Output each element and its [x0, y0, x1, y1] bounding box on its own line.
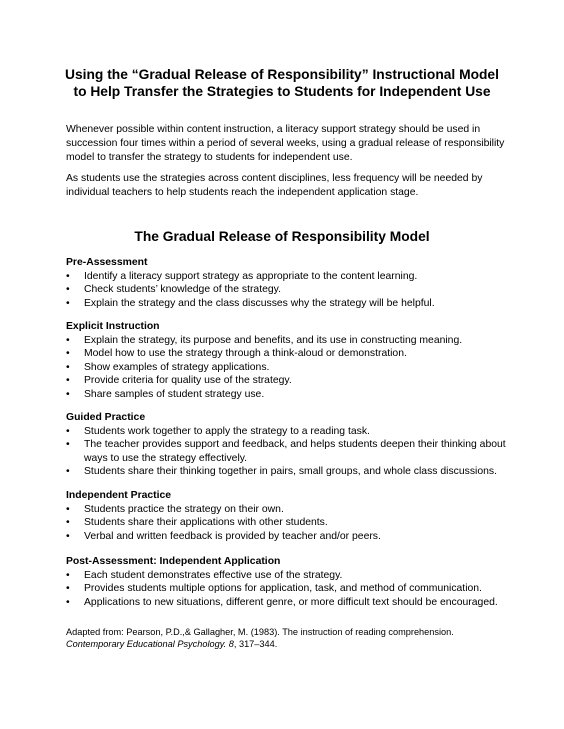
- bullet-icon: •: [66, 439, 70, 450]
- bullet-icon: •: [66, 334, 70, 346]
- bullet-icon: •: [66, 425, 70, 437]
- list-item-text: Students share their applications with other students.: [84, 517, 328, 528]
- model-title: The Gradual Release of Responsibility Model: [134, 229, 430, 244]
- list-item: [66, 388, 511, 402]
- intro-paragraph-1: Whenever possible within content instruction, a literacy support strategy should be used in succession four times within a period of several weeks, using a gradual release of responsibility model to transfer the strategy to students for independent use.: [66, 124, 505, 163]
- section-heading: Guided Practice: [66, 412, 146, 423]
- list-item: [66, 582, 511, 596]
- section-heading: Post-Assessment: Independent Application: [66, 556, 281, 567]
- list-item: [66, 596, 511, 610]
- bullet-icon: •: [66, 361, 70, 373]
- list-item-text: Students work together to apply the strategy to a reading task.: [84, 425, 370, 437]
- list-item-text: Show examples of strategy applications.: [84, 361, 270, 373]
- bullet-icon: •: [66, 388, 70, 400]
- list-item: [66, 569, 511, 583]
- section-post-assessment: [66, 555, 511, 609]
- list-item-text: Explain the strategy, its purpose and benefits, and its use in constructing meaning.: [84, 334, 463, 346]
- section-independent-practice: [66, 489, 511, 543]
- bullet-icon: •: [66, 517, 70, 528]
- list-item: [66, 438, 511, 465]
- section-heading: Explicit Instruction: [66, 321, 160, 332]
- bullet-icon: •: [66, 530, 70, 542]
- list-item: [66, 270, 511, 284]
- list-item-text: Check students’ knowledge of the strategy.: [84, 284, 281, 295]
- bullet-icon: •: [66, 375, 70, 386]
- list-item: [66, 283, 511, 297]
- list-item-text: Identify a literacy support strategy as appropriate to the content learning.: [84, 270, 418, 282]
- bullet-list: [66, 569, 511, 610]
- list-item: [66, 465, 511, 479]
- list-item-text: Explain the strategy and the class discusses why the strategy will be helpful.: [84, 297, 435, 309]
- list-item: [66, 374, 511, 388]
- section-heading: Independent Practice: [66, 490, 172, 501]
- bullet-icon: •: [66, 297, 70, 309]
- list-item: [66, 361, 511, 375]
- citation: [66, 626, 511, 650]
- intro-paragraph-2: As students use the strategies across content disciplines, less frequency will be needed by individual teachers to help students reach the independent application stage.: [66, 173, 483, 198]
- citation-line-1: Adapted from: Pearson, P.D.,& Gallagher, M. (1983). The instruction of reading comprehension.: [66, 627, 454, 637]
- bullet-icon: •: [66, 284, 70, 295]
- list-item: [66, 425, 511, 439]
- bullet-icon: •: [66, 466, 70, 477]
- list-item-text: Verbal and written feedback is provided by teacher and/or peers.: [84, 530, 381, 542]
- section-pre-assessment: [66, 256, 511, 310]
- list-item-text: Model how to use the strategy through a think-aloud or demonstration.: [84, 348, 407, 359]
- list-item: [66, 297, 511, 311]
- bullet-list: [66, 503, 511, 544]
- document-title: [40, 66, 524, 100]
- bullet-icon: •: [66, 583, 70, 594]
- list-item-text: Each student demonstrates effective use of the strategy.: [84, 569, 343, 581]
- list-item: [66, 516, 511, 530]
- title-line-2: to Help Transfer the Strategies to Students for Independent Use: [73, 84, 491, 99]
- list-item-text: Applications to new situations, different genre, or more difficult text should be encouraged.: [84, 596, 498, 608]
- list-item-text: Students practice the strategy on their own.: [84, 503, 284, 515]
- bullet-icon: •: [66, 270, 70, 282]
- bullet-icon: •: [66, 569, 70, 581]
- citation-journal: Contemporary Educational Psychology. 8: [66, 639, 234, 649]
- bullet-icon: •: [66, 348, 70, 359]
- bullet-list: [66, 425, 511, 479]
- bullet-icon: •: [66, 503, 70, 515]
- bullet-icon: •: [66, 596, 70, 608]
- bullet-list: [66, 334, 511, 402]
- section-heading: Pre-Assessment: [66, 257, 148, 268]
- list-item-text: Provide criteria for quality use of the strategy.: [84, 375, 292, 386]
- list-item-text: Share samples of student strategy use.: [84, 388, 265, 400]
- title-line-1: Using the “Gradual Release of Responsibility” Instructional Model: [65, 67, 499, 82]
- section-guided-practice: [66, 411, 511, 479]
- list-item: [66, 503, 511, 517]
- bullet-list: [66, 270, 511, 311]
- citation-pages: , 317–344.: [233, 639, 278, 649]
- list-item-text: Provides students multiple options for application, task, and method of communication.: [84, 583, 482, 594]
- citation-line-2: [66, 638, 511, 650]
- list-item-text: Students share their thinking together in pairs, small groups, and whole class discussions.: [84, 466, 497, 477]
- section-explicit-instruction: [66, 320, 511, 401]
- list-item: [66, 334, 511, 348]
- list-item-text: The teacher provides support and feedback, and helps students deepen their thinking about ways to use the strategy effectively.: [84, 439, 506, 464]
- list-item: [66, 530, 511, 544]
- list-item: [66, 347, 511, 361]
